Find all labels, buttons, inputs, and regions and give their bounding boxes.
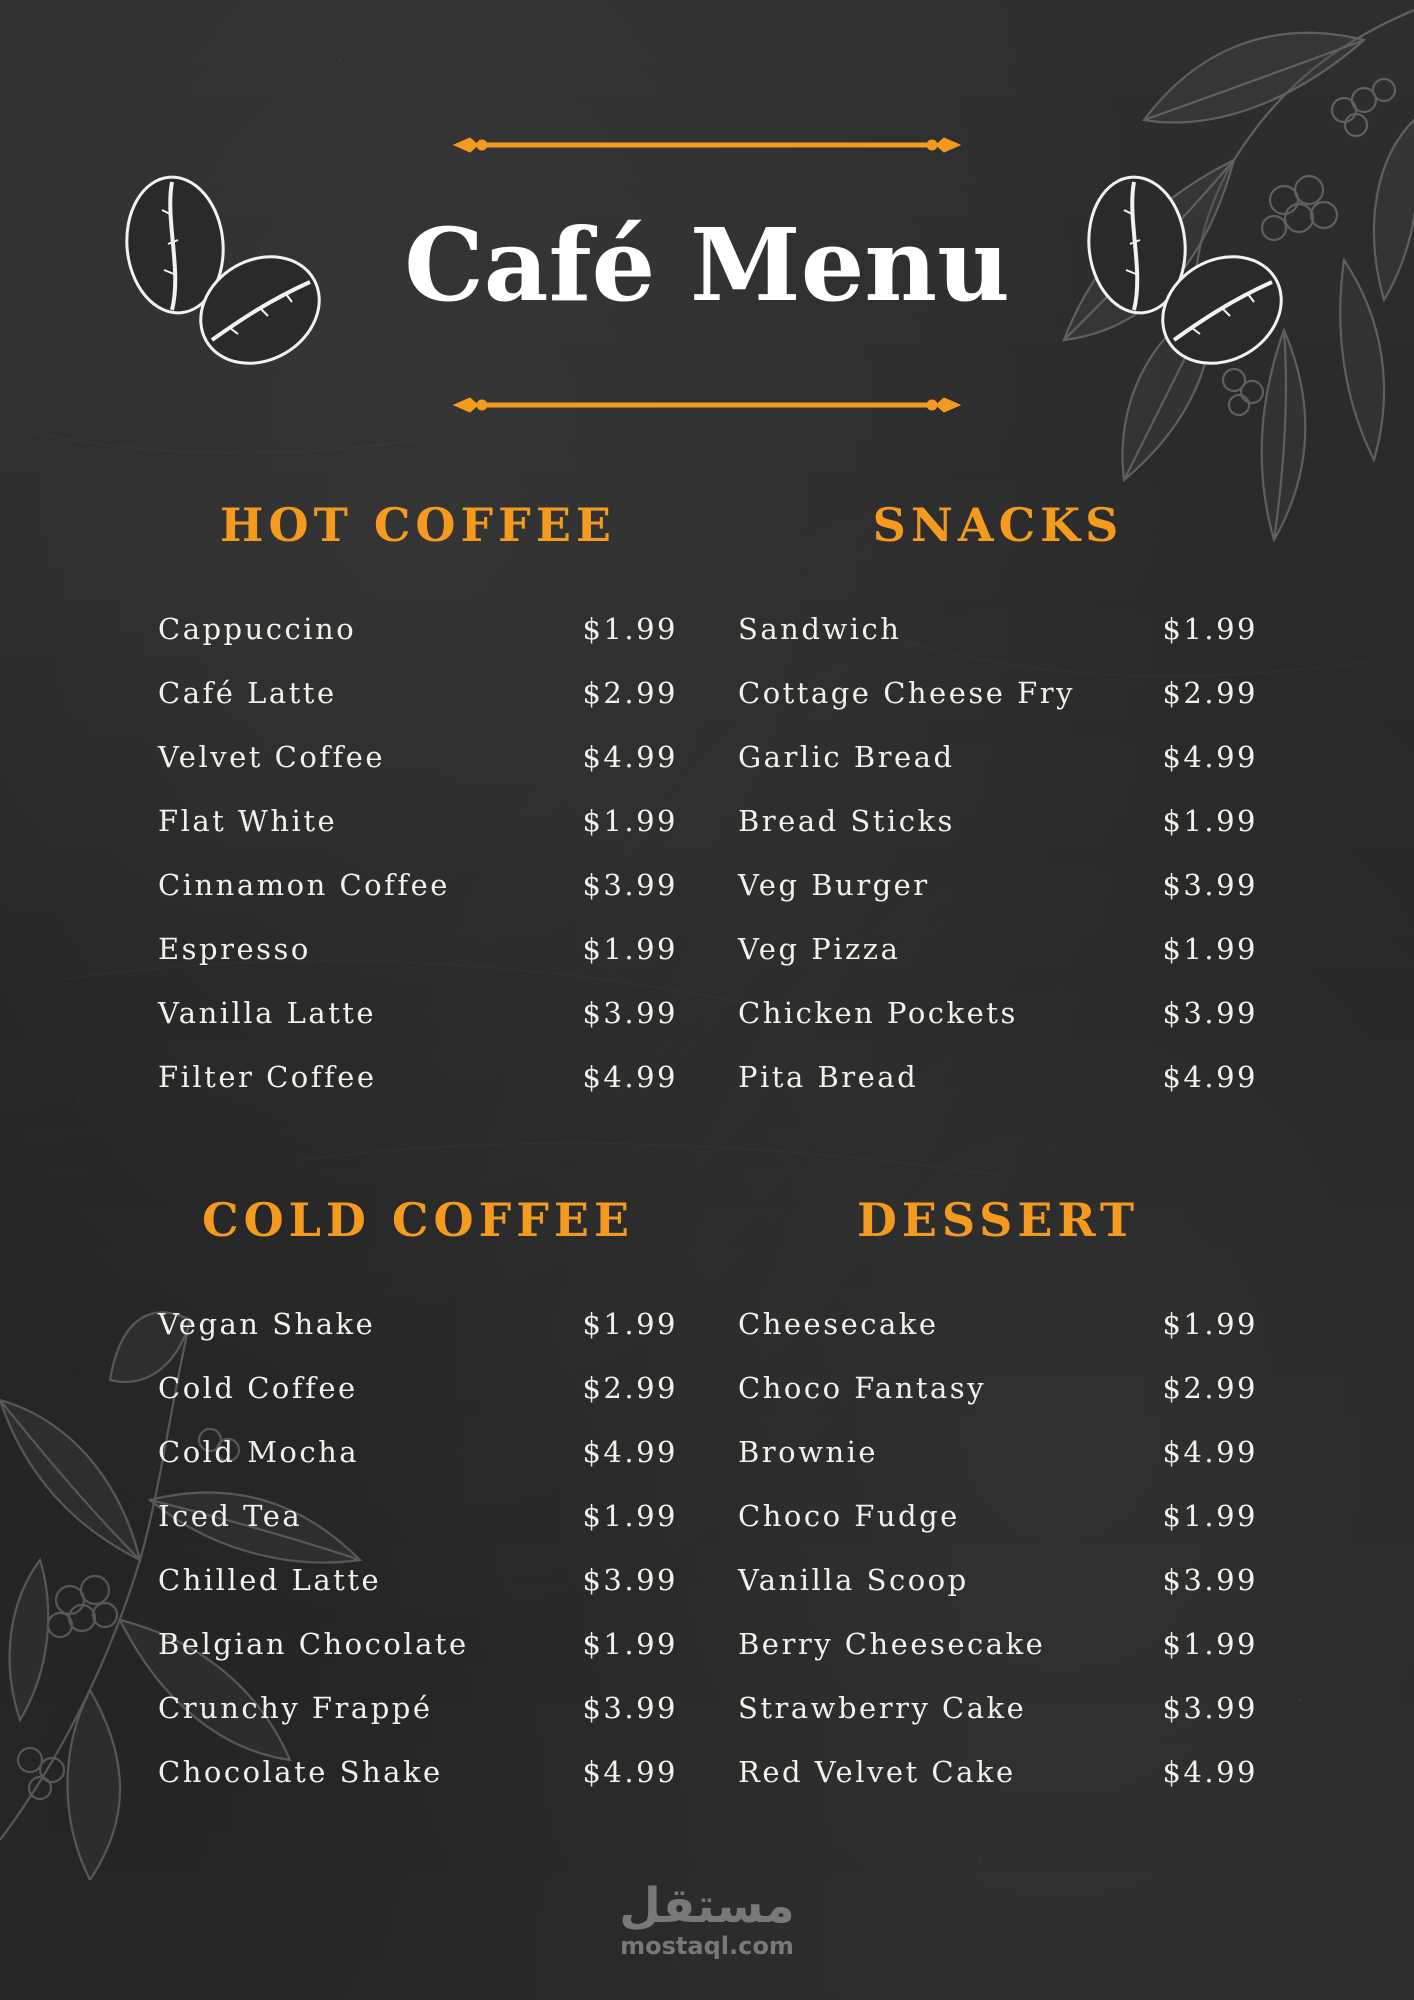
item-name: Red Velvet Cake — [738, 1755, 1016, 1789]
menu-item — [738, 853, 1258, 917]
menu-item — [158, 853, 678, 917]
item-name: Cheesecake — [738, 1307, 939, 1341]
item-price: $3.99 — [582, 1563, 678, 1597]
item-name: Chocolate Shake — [158, 1755, 443, 1789]
item-price: $1.99 — [582, 612, 678, 646]
menu-item-list — [158, 597, 678, 1109]
menu-item — [738, 1045, 1258, 1109]
section-snacks — [738, 490, 1258, 1109]
menu-item — [158, 597, 678, 661]
menu-item — [738, 1420, 1258, 1484]
item-name: Espresso — [158, 932, 311, 966]
menu-item — [158, 1612, 678, 1676]
menu-item — [738, 597, 1258, 661]
item-price: $3.99 — [1162, 996, 1258, 1030]
item-name: Choco Fantasy — [738, 1371, 987, 1405]
menu-item — [158, 789, 678, 853]
menu-title: Café Menu — [404, 206, 1010, 324]
item-name: Brownie — [738, 1435, 879, 1469]
menu-item — [738, 917, 1258, 981]
item-name: Sandwich — [738, 612, 902, 646]
menu-item — [738, 981, 1258, 1045]
mostaql-watermark — [560, 1880, 854, 1960]
item-price: $4.99 — [1162, 1755, 1258, 1789]
item-price: $1.99 — [1162, 1499, 1258, 1533]
item-price: $3.99 — [582, 868, 678, 902]
item-price: $2.99 — [582, 676, 678, 710]
menu-item — [158, 661, 678, 725]
item-name: Cinnamon Coffee — [158, 868, 450, 902]
item-price: $4.99 — [582, 1435, 678, 1469]
item-name: Café Latte — [158, 676, 337, 710]
menu-item — [158, 1740, 678, 1804]
item-name: Flat White — [158, 804, 338, 838]
menu-item — [738, 725, 1258, 789]
menu-item — [738, 1676, 1258, 1740]
item-price: $1.99 — [1162, 932, 1258, 966]
menu-item — [738, 1548, 1258, 1612]
item-name: Chicken Pockets — [738, 996, 1018, 1030]
item-price: $4.99 — [582, 740, 678, 774]
item-name: Crunchy Frappé — [158, 1691, 433, 1725]
item-price: $3.99 — [582, 996, 678, 1030]
menu-item — [158, 1484, 678, 1548]
menu-item — [158, 1045, 678, 1109]
item-price: $1.99 — [1162, 1627, 1258, 1661]
menu-item-list — [738, 1292, 1258, 1804]
item-name: Bread Sticks — [738, 804, 955, 838]
menu-item — [158, 1356, 678, 1420]
section-title: SNACKS — [872, 498, 1124, 552]
item-name: Iced Tea — [158, 1499, 303, 1533]
item-name: Vanilla Scoop — [738, 1563, 969, 1597]
item-price: $1.99 — [1162, 804, 1258, 838]
watermark-url: mostaql.com — [620, 1932, 794, 1960]
item-price: $2.99 — [1162, 1371, 1258, 1405]
ornament-divider-top — [450, 130, 964, 160]
item-name: Filter Coffee — [158, 1060, 377, 1094]
item-price: $1.99 — [1162, 612, 1258, 646]
item-price: $4.99 — [1162, 740, 1258, 774]
item-price: $1.99 — [582, 1499, 678, 1533]
menu-item — [158, 1676, 678, 1740]
item-name: Vanilla Latte — [158, 996, 377, 1030]
item-price: $4.99 — [582, 1755, 678, 1789]
menu-item — [738, 661, 1258, 725]
item-price: $1.99 — [582, 1627, 678, 1661]
item-name: Choco Fudge — [738, 1499, 960, 1533]
menu-item — [158, 917, 678, 981]
item-price: $2.99 — [582, 1371, 678, 1405]
coffee-beans-icon — [120, 170, 330, 380]
item-price: $1.99 — [582, 804, 678, 838]
item-name: Cappuccino — [158, 612, 357, 646]
section-title: HOT COFFEE — [220, 498, 616, 552]
menu-item — [738, 1292, 1258, 1356]
menu-item-list — [158, 1292, 678, 1804]
item-name: Belgian Chocolate — [158, 1627, 469, 1661]
section-hot-coffee — [158, 490, 678, 1109]
item-price: $3.99 — [1162, 1691, 1258, 1725]
item-price: $4.99 — [1162, 1435, 1258, 1469]
menu-item — [738, 1740, 1258, 1804]
item-price: $2.99 — [1162, 676, 1258, 710]
item-price: $3.99 — [582, 1691, 678, 1725]
item-name: Vegan Shake — [158, 1307, 376, 1341]
item-name: Chilled Latte — [158, 1563, 382, 1597]
section-title: COLD COFFEE — [201, 1193, 635, 1247]
item-price: $3.99 — [1162, 868, 1258, 902]
item-price: $1.99 — [582, 932, 678, 966]
item-name: Cold Mocha — [158, 1435, 360, 1469]
item-price: $1.99 — [582, 1307, 678, 1341]
watermark-arabic-text: مستقل — [619, 1878, 795, 1934]
menu-item-list — [738, 597, 1258, 1109]
section-title: DESSERT — [856, 1193, 1140, 1247]
coffee-beans-icon — [1082, 170, 1292, 380]
menu-item — [158, 725, 678, 789]
item-name: Veg Burger — [738, 868, 930, 902]
menu-item — [738, 1612, 1258, 1676]
item-name: Cottage Cheese Fry — [738, 676, 1076, 710]
menu-item — [158, 1292, 678, 1356]
menu-item — [738, 1356, 1258, 1420]
section-dessert — [738, 1185, 1258, 1804]
item-price: $3.99 — [1162, 1563, 1258, 1597]
item-price: $1.99 — [1162, 1307, 1258, 1341]
item-name: Strawberry Cake — [738, 1691, 1027, 1725]
item-name: Cold Coffee — [158, 1371, 358, 1405]
menu-item — [738, 789, 1258, 853]
menu-item — [158, 1548, 678, 1612]
item-name: Garlic Bread — [738, 740, 955, 774]
item-price: $4.99 — [1162, 1060, 1258, 1094]
menu-item — [738, 1484, 1258, 1548]
item-name: Berry Cheesecake — [738, 1627, 1046, 1661]
ornament-divider-bottom — [450, 390, 964, 420]
item-name: Veg Pizza — [738, 932, 901, 966]
item-name: Velvet Coffee — [158, 740, 386, 774]
item-price: $4.99 — [582, 1060, 678, 1094]
menu-item — [158, 981, 678, 1045]
menu-item — [158, 1420, 678, 1484]
section-cold-coffee — [158, 1185, 678, 1804]
item-name: Pita Bread — [738, 1060, 919, 1094]
